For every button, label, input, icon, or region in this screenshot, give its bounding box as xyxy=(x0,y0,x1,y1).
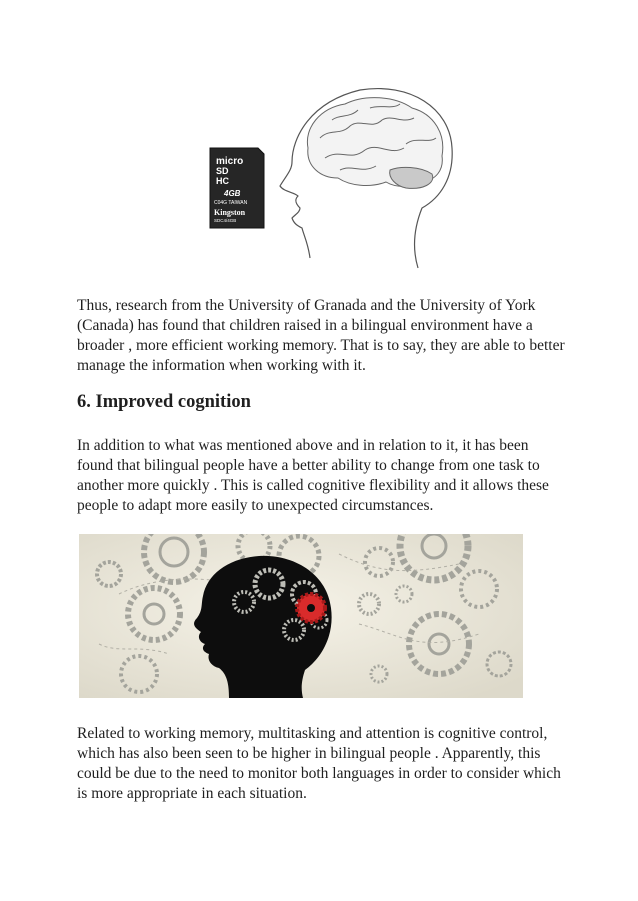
card-text-sd: SD xyxy=(216,166,229,176)
microsd-card-icon xyxy=(210,148,264,228)
red-gear-icon xyxy=(297,594,325,622)
card-text-origin: C04G TAIWAN xyxy=(214,200,248,206)
card-text-micro: micro xyxy=(216,156,244,167)
card-text-capacity: 4GB xyxy=(224,189,241,198)
gears-head-illustration xyxy=(79,534,523,698)
section-heading-improved-cognition: 6. Improved cognition xyxy=(77,392,251,412)
card-text-model: SDC4/4GB xyxy=(214,218,237,223)
paragraph-working-memory: Thus, research from the University of Granada and the University of York (Canada) has found that children raised in a bilingual environment have a broader , more efficient working memory. That is to say, they are able to better manage the information when working with it. xyxy=(77,297,565,374)
paragraph-cognitive-control: Related to working memory, multitasking and attention is cognitive control, which has also been seen to be higher in bilingual people . Apparently, this could be due to the need to monitor both languages in order to consider which is more appropriate in each situation. xyxy=(77,725,561,802)
card-text-hc: HC xyxy=(216,176,229,186)
brain-icon xyxy=(307,98,442,189)
memory-card-brain-illustration xyxy=(200,78,460,278)
card-text-brand: Kingston xyxy=(214,208,246,217)
paragraph-cognitive-flexibility: In addition to what was mentioned above and in relation to it, it has been found that bilingual people have a better ability to change from one task to another more quickly . This is called cognitive flexibility and it allows these people to adapt more easily to unexpected circumstances. xyxy=(77,437,549,514)
